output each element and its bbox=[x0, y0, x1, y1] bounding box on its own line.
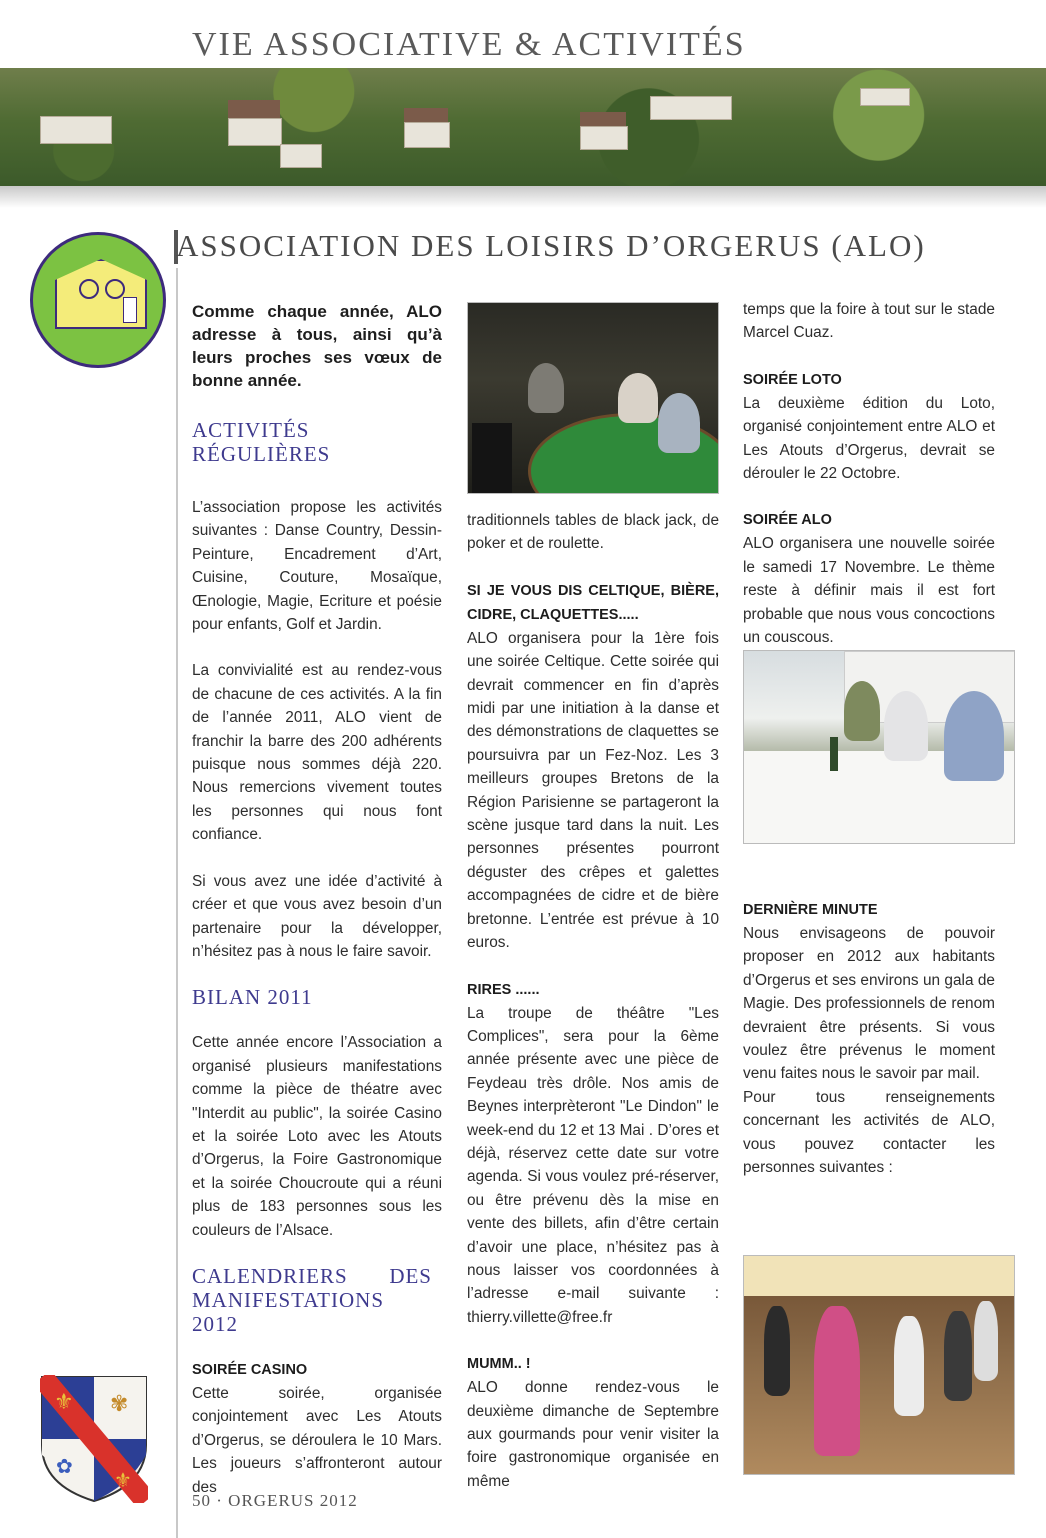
svg-text:⚜: ⚜ bbox=[54, 1390, 74, 1415]
paragraph-soiree-alo: ALO organisera une nouvelle soirée le samedi 17 Novembre. Le thème reste à définir mais il est fort probable que nous vous concoctions un couscous. bbox=[743, 535, 995, 647]
paragraph-activites: L’association propose les activités suivantes : Danse Country, Dessin-Peinture, Encadrement d’Art, Cuisine, Couture, Mosaïque, Œnologie, Magie, Ecriture et poésie pour enfants, Golf et Jardin. bbox=[192, 499, 442, 634]
heading-derniere-minute: DERNIÈRE MINUTE bbox=[743, 902, 878, 918]
intro-text: Comme chaque année, ALO adresse à tous, ainsi qu’à leurs proches ses vœux de bonne année. bbox=[192, 302, 442, 390]
paragraph-rires: La troupe de théâtre "Les Complices", sera pour la 6ème année présente avec une pièce de Feydeau très drôle. Nos amis de Beynes interprèteront "Le Dindon" le week-end du 12 et 13 Mai . D’ores et déjà, réservez cette date sur votre agenda. Si vous voulez pré-réserver, ou être prévenu dès la mise en vente des billets, afin d’être certain d’avoir une place, n’hésitez pas à nous laisser vos coordonnées à l’adresse e-mail suivante : thierry.villette@free.fr bbox=[467, 1004, 719, 1326]
paragraph-idee: Si vous avez une idée d’activité à créer et que vous avez besoin d’un partenaire pour la développer, n’hésitez pas à nous le faire savoir. bbox=[192, 872, 442, 960]
paragraph-casino: Cette soirée, organisée conjointement avec Les Atouts d’Orgerus, se déroulera le 10 Mars. Les joueurs s’affronteront autour des bbox=[192, 1384, 442, 1496]
heading-celtique: SI JE VOUS DIS CELTIQUE, BIÈRE, CIDRE, CLAQUETTES..... bbox=[467, 582, 719, 623]
dance-photo bbox=[743, 1255, 1015, 1475]
paragraph-bilan: Cette année encore l’Association a organisé plusieurs manifestations comme la pièce de théatre avec "Interdit au public", la soirée Casino et la soirée Loto avec les Atouts d’Orgerus, la Foire Gastronomique et la soirée Choucroute qui a réuni plus de 183 personnes sous les couleurs de l’Alsace. bbox=[192, 1034, 442, 1239]
section-title: VIE ASSOCIATIVE & ACTIVITÉS bbox=[192, 26, 746, 63]
column-rule bbox=[176, 268, 178, 1538]
paragraph-loto: La deuxième édition du Loto, organisé conjointement entre ALO et Les Atouts d’Orgerus, devrait se dérouler le 22 Octobre. bbox=[743, 394, 995, 483]
svg-text:⚜: ⚜ bbox=[114, 1468, 132, 1492]
paragraph-celtique: ALO organisera pour la 1ère fois une soirée Celtique. Cette soirée qui devrait commencer en fin d’après midi par une initiation à la danse et des démonstrations de claquettes se poursuivra par un Fez-Noz. Les 3 meilleurs groupes Bretons de la Région Parisienne se partageront la scène jusque tard dans la nuit. Les personnes présentes pourront déguster des crêpes et galettes accompagnées de cidre et de bière bretonne. L’entrée est prévue à 10 euros. bbox=[467, 629, 719, 952]
paragraph-contact: Pour tous renseignements concernant les activités de ALO, vous pouvez contacter les personnes suivantes : bbox=[743, 1088, 995, 1177]
heading-bilan: BILAN 2011 bbox=[192, 985, 313, 1010]
paragraph-convivialite: La convivialité est au rendez-vous de chacune de ces activités. A la fin de l’année 2011, ALO vient de franchir la barre des 200 adhérents puisque nous sommes déjà 220. Nous remercions vivement toutes les personnes qui nous font confiance. bbox=[192, 662, 442, 844]
column-3-top bbox=[743, 298, 995, 649]
heading-soiree-casino: SOIRÉE CASINO bbox=[192, 1361, 308, 1378]
casino-photo bbox=[467, 302, 719, 494]
heading-soiree-loto: SOIRÉE LOTO bbox=[743, 371, 842, 388]
column-3-bottom bbox=[743, 898, 995, 1179]
heading-soiree-alo: SOIRÉE ALO bbox=[743, 512, 832, 529]
paragraph-derniere-minute: Nous envisageons de pouvoir proposer en 2012 aux habitants d’Orgerus et ses environs un gala de Magie. Des professionnels de renom devraient être présents. Si vous voulez être prévenus le moment venu faites nous le savoir par mail. bbox=[743, 925, 995, 1083]
heading-activites: ACTIVITÉS RÉGULIÈRES bbox=[192, 418, 331, 466]
svg-text:✿: ✿ bbox=[56, 1454, 73, 1478]
dinner-photo bbox=[743, 650, 1015, 844]
paragraph-mumm: ALO donne rendez-vous le deuxième dimanche de Septembre aux gourmands pour venir visiter la foire gastronomique organisée en même bbox=[467, 1379, 719, 1490]
column-1 bbox=[192, 300, 442, 1499]
page-footer: 50 · ORGERUS 2012 bbox=[192, 1491, 358, 1510]
org-title: ASSOCIATION DES LOISIRS D’ORGERUS (ALO) bbox=[176, 228, 926, 263]
paragraph-casino-cont: traditionnels tables de black jack, de poker et de roulette. bbox=[467, 512, 719, 553]
aerial-village-photo bbox=[0, 68, 1046, 186]
banner-shadow bbox=[0, 186, 1046, 208]
alo-logo bbox=[30, 232, 166, 368]
paragraph-foire-cont: temps que la foire à tout sur le stade Marcel Cuaz. bbox=[743, 301, 995, 342]
heading-rires: RIRES ...... bbox=[467, 981, 540, 998]
heading-mumm: MUMM.. ! bbox=[467, 1356, 531, 1373]
svg-text:✾: ✾ bbox=[110, 1392, 129, 1417]
heading-calendriers: CALENDRIERS DES MANIFESTATIONS 2012 bbox=[192, 1263, 432, 1336]
column-2 bbox=[467, 509, 719, 1493]
coat-of-arms-icon bbox=[40, 1375, 148, 1503]
